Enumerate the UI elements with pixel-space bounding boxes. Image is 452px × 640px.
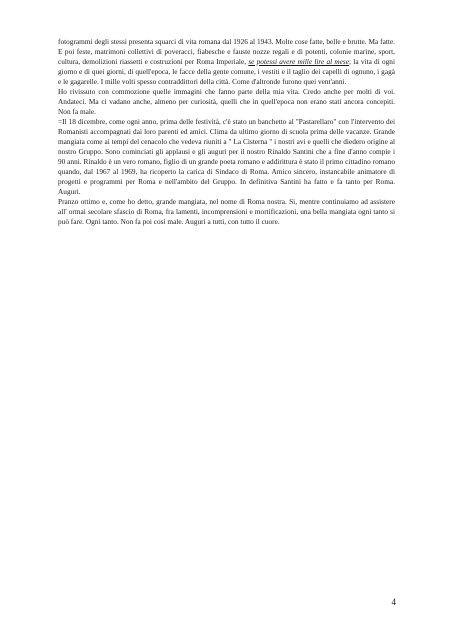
page-body (58, 37, 395, 227)
paragraph-newsreel-text-a: fotogrammi degli stessi presenta squarci di vita romana dal 1926 al 1943. Molte cose fatte, belle e brutte. Ma fatte. E poi feste, matrimoni collettivi di poveracci, fiabesche e fauste nozze regali e di potenti, colonie marine, sport, cultura, demolizioni riassetti e costruzioni per Roma Imperiale, (58, 37, 395, 66)
paragraph-banquet: =Il 18 dicembre, come ogni anno, prima delle festività, c'è stato un banchetto al "Pastarellaro" con l'intervento dei Romanisti accompagnati dai loro parenti ed amici. Clima da ultimo giorno di scuola prima delle vacanze. Grande mangiata come ai tempi del cenacolo che vedeva riuniti a " La Cisterna " i nostri avi e quelli che diedero origine al nostro Gruppo. Sono cominciati gli applausi e gli auguri per il nostro Rinaldo Santini che a fine d'anno compie i 90 anni. Rinaldo è un vero romano, figlio di un grande poeta romano e addirittura è stato il primo cittadino romano quando, dal 1967 al 1969, ha ricoperto la carica di Sindaco di Roma. Amico sincero, instancabile animatore di progetti e programmi per Roma e nell'ambito del Gruppo. In definitiva Santini ha fatto e fa tanto per Roma. Auguri. (58, 117, 395, 196)
paragraph-relived: Ho rivissuto con commozione quelle immagini che fanno parte della mia vita. Credo anche per molti di voi. Andateci. Ma ci vadano anche, almeno per curiosità, quelli che in quell'epoca non erano stati ancora concepiti. Non fa male. (58, 87, 395, 116)
page-number: 4 (391, 597, 396, 607)
song-title-italic: se potessi avere mille lire al mese (248, 57, 350, 66)
paragraph-newsreel (58, 37, 395, 87)
paragraph-lunch: Pranzo ottimo e, come ho detto, grande mangiata, nel nome di Roma nostra. Si, mentre continuiamo ad assistere all' ormai secolare sfascio di Roma, fra lamenti, incomprensioni e mortificazioni, una bella mangiata ogni tanto si può fare. Ogni tanto. Non fa poi così male. Auguri a tutti, con tutto il cuore. (58, 197, 395, 226)
paragraph-newsreel-text-b: ; la vita di ogni giorno e di quei giorni, di quell'epoca, le facce della gente comune, i vestiti e il taglio dei capelli di ognuno, i gagà e le gagarelle. I mille volti spesso contraddittori della città. Come d'altronde furono quei vent'anni. (58, 57, 395, 86)
